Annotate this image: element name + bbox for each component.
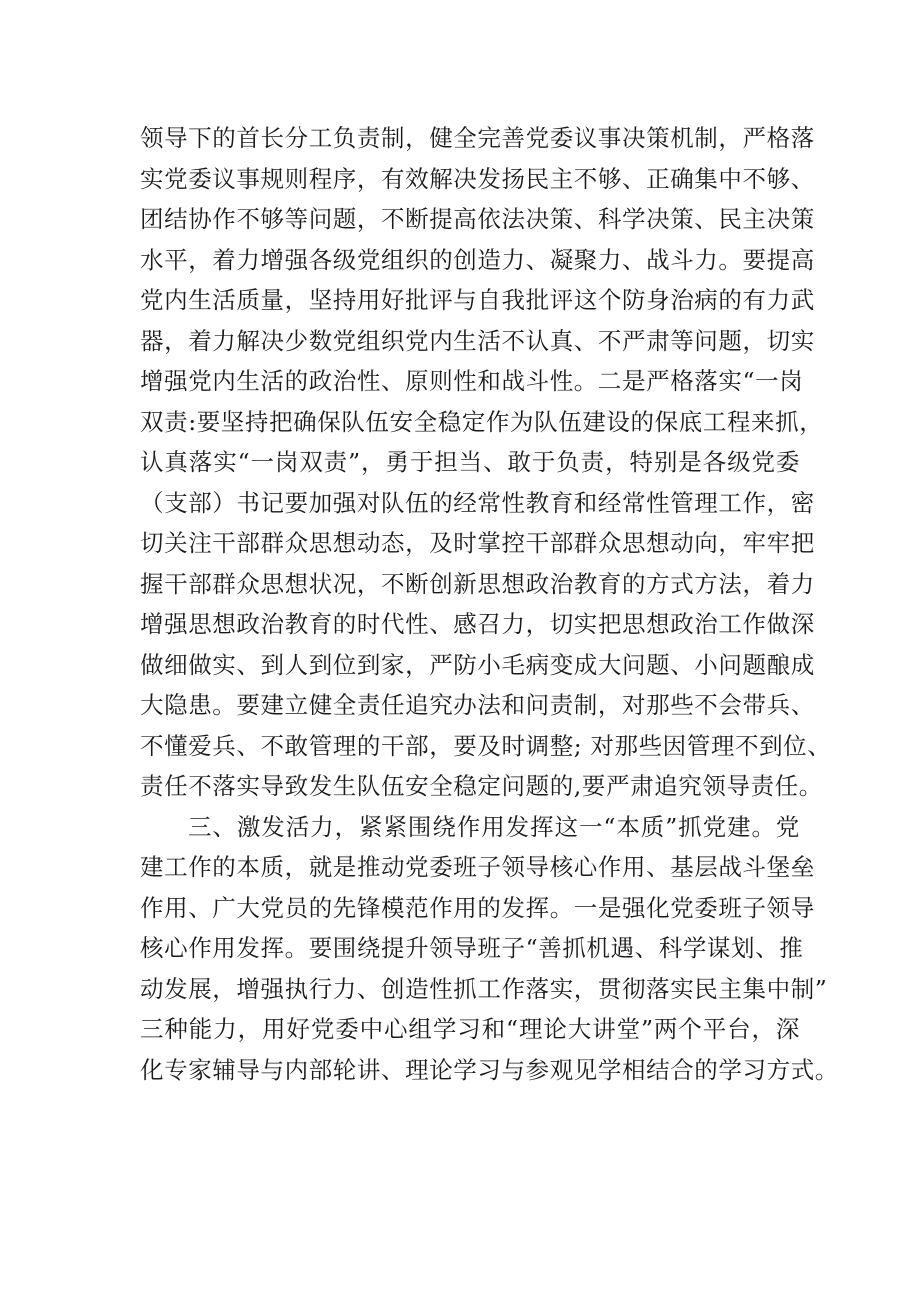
text-line: 双责:要坚持把确保队伍安全稳定作为队伍建设的保底工程来抓， [140,407,824,436]
text-line: 增强思想政治教育的时代性、感召力，切实把思想政治工作做深 [140,610,815,638]
text-line: 作用、广大党员的先锋模范作用的发挥。一是强化党委班子领导 [140,893,815,922]
section-heading-line: 三、激发活力，紧紧围绕作用发挥这一“本质”抓党建。党 [188,812,800,841]
text-line: 实党委议事规则程序，有效解决发扬民主不够、正确集中不够、 [140,164,815,193]
text-line: 器，着力解决少数党组织党内生活不认真、不严肃等问题，切实 [140,326,815,355]
text-line: 握干部群众思想状况，不断创新思想政治教育的方式方法，着力 [140,569,815,598]
body-text [140,118,839,1090]
text-line: 三种能力，用好党委中心组学习和“理论大讲堂”两个平台，深 [140,1015,800,1043]
text-line: 大隐患。要建立健全责任追究办法和问责制，对那些不会带兵、 [140,691,815,719]
text-line: 增强党内生活的政治性、原则性和战斗性。二是严格落实“一岗 [140,367,804,395]
text-line: 建工作的本质，就是推动党委班子领导核心作用、基层战斗堡垒 [140,853,815,881]
text-line: 团结协作不够等问题，不断提高依法决策、科学决策、民主决策 [140,205,815,233]
text-line: 动发展，增强执行力、创造性抓工作落实，贯彻落实民主集中制” [140,974,828,1003]
text-line: （支部）书记要加强对队伍的经常性教育和经常性管理工作，密 [140,488,815,517]
text-line: 切关注干部群众思想动态，及时掌控干部群众思想动向，牢牢把 [140,529,815,557]
text-line: 不懂爱兵、不敢管理的干部，要及时调整; 对那些因管理不到位、 [140,731,832,760]
text-line: 做细做实、到人到位到家，严防小毛病变成大问题、小问题酿成 [140,650,815,679]
text-line: 领导下的首长分工负责制，健全完善党委议事决策机制，严格落 [140,124,815,152]
text-line: 化专家辅导与内部轮讲、理论学习与参观见学相结合的学习方式。 [140,1055,839,1084]
text-line: 认真落实“一岗双责”，勇于担当、敢于负责，特别是各级党委 [140,448,800,476]
text-line: 水平，着力增强各级党组织的创造力、凝聚力、战斗力。要提高 [140,245,815,274]
text-line: 核心作用发挥。要围绕提升领导班子“善抓机遇、科学谋划、推 [140,934,804,962]
text-line: 党内生活质量，坚持用好批评与自我批评这个防身治病的有力武 [140,286,815,314]
paragraph-end-line: 责任不落实导致发生队伍安全稳定问题的,要严肃追究领导责任。 [140,772,823,800]
